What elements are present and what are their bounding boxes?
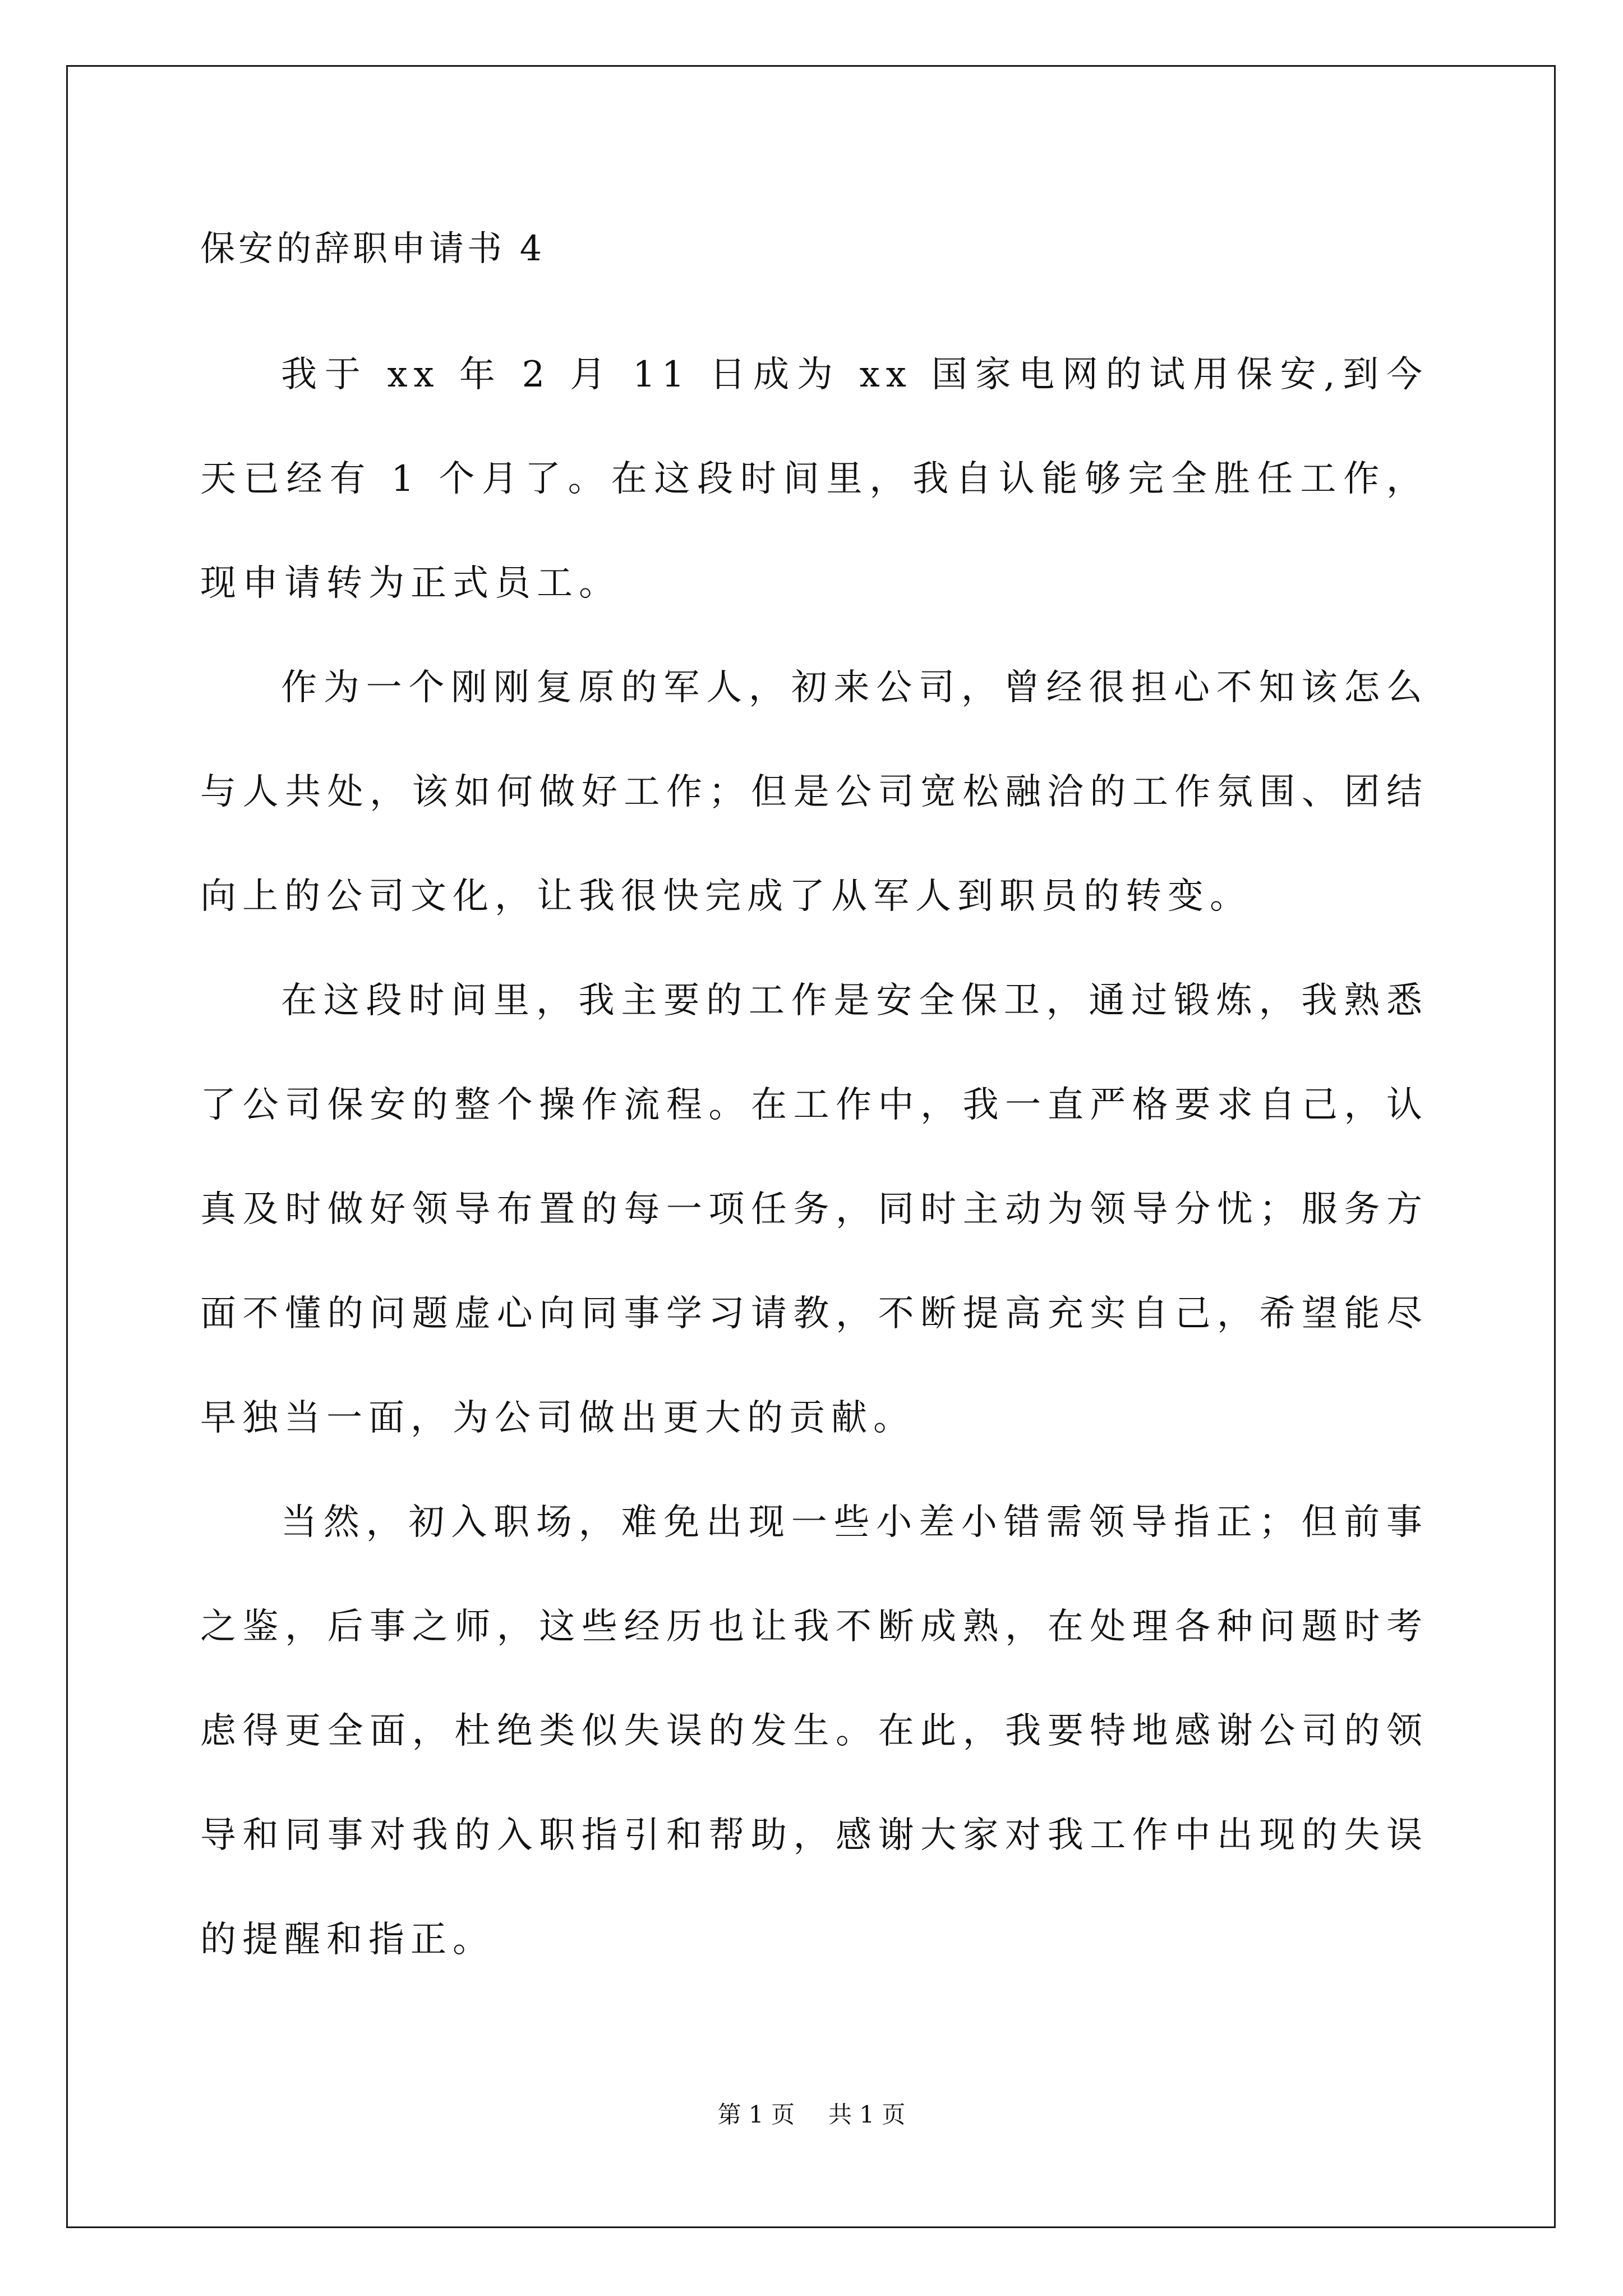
document-title: 保安的辞职申请书 4 [200,228,546,269]
paragraph-2: 作为一个刚刚复原的军人，初来公司，曾经很担心不知该怎么与人共处，该如何做好工作；但是公司宽松融洽的工作氛围、团结向上的公司文化，让我很快完成了从军人到职员的转变。 [200,667,1428,917]
paragraph-4: 当然，初入职场，难免出现一些小差小错需领导指正；但前事之鉴，后事之师，这些经历也让我不断成熟，在处理各种问题时考虑得更全面，杜绝类似失误的发生。在此，我要特地感谢公司的领导和同事对我的入职指引和帮助，感谢大家对我工作中出现的失误的提醒和指正。 [200,1502,1428,1961]
paragraph-1: 我于 xx 年 2 月 11 日成为 xx 国家电网的试用保安,到今天已经有 1 个月了。在这段时间里，我自认能够完全胜任工作，现申请转为正式员工。 [200,354,1428,604]
page-number: 第 1 页 [717,2101,795,2128]
page-total: 共 1 页 [828,2101,906,2128]
document-body [200,323,1428,1992]
paragraph-3: 在这段时间里，我主要的工作是安全保卫，通过锻炼，我熟悉了公司保安的整个操作流程。在工作中，我一直严格要求自己，认真及时做好领导布置的每一项任务，同时主动为领导分忧；服务方面不懂的问题虚心向同事学习请教，不断提高充实自己，希望能尽早独当一面，为公司做出更大的贡献。 [200,980,1428,1439]
page-footer [0,2098,1623,2132]
